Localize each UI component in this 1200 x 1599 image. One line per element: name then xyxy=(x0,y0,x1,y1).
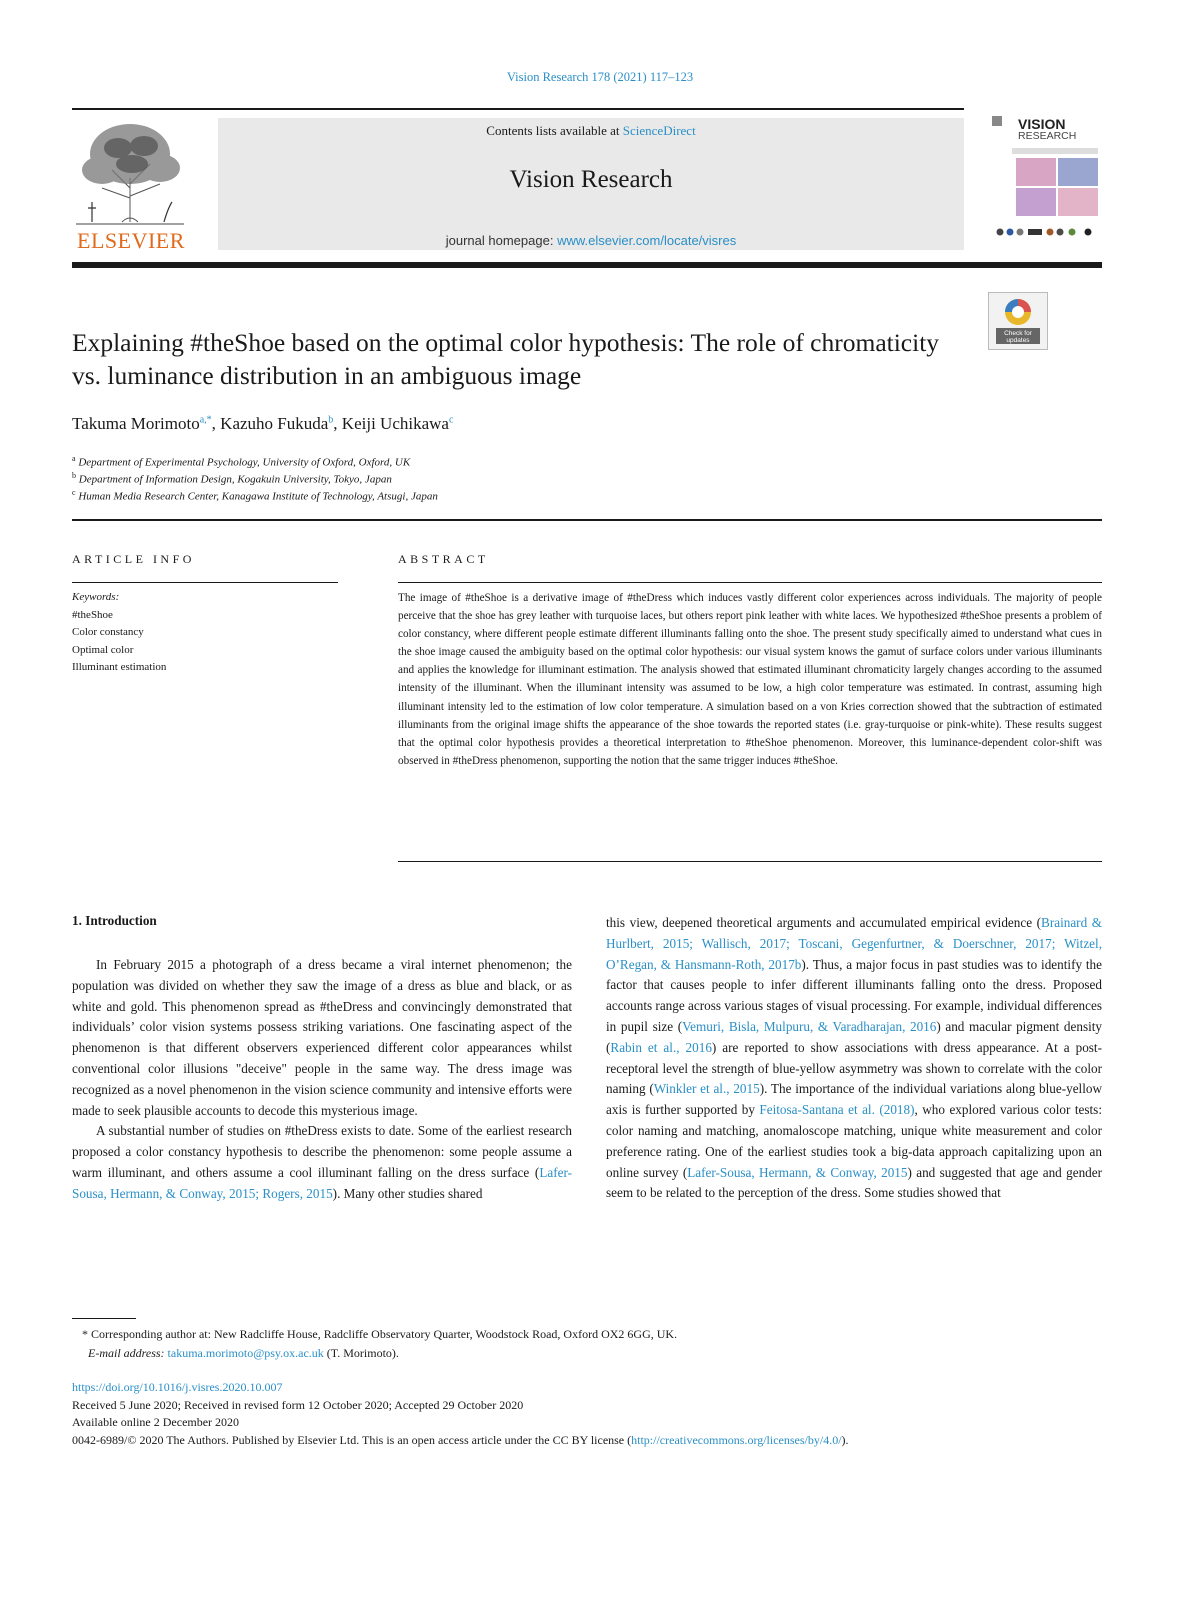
elsevier-wordmark: ELSEVIER xyxy=(77,228,185,253)
footnote-email-line xyxy=(82,1344,1102,1363)
affiliation xyxy=(72,488,972,503)
email-label: E-mail address: xyxy=(88,1346,165,1360)
sciencedirect-link[interactable]: ScienceDirect xyxy=(622,123,696,138)
abstract-end-rule xyxy=(398,861,1102,862)
footnote-marker: * xyxy=(82,1327,88,1341)
affiliation-text: Human Media Research Center, Kanagawa Institute of Technology, Atsugi, Japan xyxy=(78,490,438,503)
citation-link[interactable]: Brainard & Hurlbert, 2015; Wallisch, 2017; Toscani, Gegenfurtner, & Doerschner, 2017; Witzel, O’Regan, & Hansmann-Roth, 2017b xyxy=(606,915,1102,972)
journal-citation[interactable]: Vision Research 178 (2021) 117–123 xyxy=(506,70,694,84)
affiliation-text: Department of Experimental Psychology, University of Oxford, Oxford, UK xyxy=(78,456,411,469)
abstract-heading: ABSTRACT xyxy=(398,552,489,566)
article-info-heading: ARTICLE INFO xyxy=(72,552,195,566)
footnote-text: Corresponding author at: New Radcliffe House, Radcliffe Observatory Quarter, Woodstock Road, Oxford OX2 6GG, UK. xyxy=(88,1327,678,1341)
paragraph xyxy=(72,1121,572,1204)
cover-title: VISION xyxy=(1018,116,1066,132)
homepage-prefix: journal homepage: xyxy=(445,233,558,248)
email-link[interactable]: takuma.morimoto@psy.ox.ac.uk xyxy=(167,1346,324,1360)
paragraph-text: ). Thus, a major focus in past studies was to identify the factor that causes people to infer different illuminants falling onto the dress. Proposed accounts range across various stages of visual processing. For example, individual differences in pupil size ( xyxy=(606,956,1103,1034)
contents-prefix: Contents lists available at xyxy=(486,123,623,138)
keyword: Optimal color xyxy=(72,643,134,656)
paragraph xyxy=(606,913,1102,1204)
citation-link[interactable]: Winkler et al., 2015 xyxy=(653,1081,760,1097)
author-affil-mark[interactable]: a,* xyxy=(199,414,212,426)
abstract-text: The image of #theShoe is a derivative image of #theDress which induces vastly different color experiences across individuals. The majority of people perceive that the shoe has grey leather with turquoise laces, but others report pink leather with white laces. We hypothesized #theShoe presents a problem of color constancy, where different people estimate different illuminants falling onto the shoe. The present study specifically aimed to understand what cues in the shoe image caused the ambiguity based on the optimal color hypothesis: our visual system knows the gamut of surface colors under various illuminants and applies the knowledge for illuminant estimation. The analysis showed that estimated illuminant chromaticity largely changes according to the assumed intensity of the illuminant. When the illuminant intensity was assumed to be low, a high color temperature was estimated. In contrast, assuming high illuminant intensity led to the estimation of low color temperature. A simulation based on a von Kries correction showed that the subtraction of estimated illuminants from the original image shifts the appearance of the shoe towards the reported states (i.e. gray-turquoise or pink-white). These results suggest that the optimal color hypothesis provides a theoretical interpretation to #theShoe phenomenon. Moreover, this luminance-dependent color-shift was observed in #theDress phenomenon, supporting the notion that the same trigger induces #theShoe. xyxy=(398,592,1102,767)
doi-link[interactable]: https://doi.org/10.1016/j.visres.2020.10.007 xyxy=(72,1380,283,1394)
author-list: Takuma Morimoto$^{a,*}$, Kazuho Fukuda$^b$, Keiji Uchikawa$^c$ xyxy=(72,414,454,433)
citation-link[interactable]: Lafer-Sousa, Hermann, & Conway, 2015; Rogers, 2015 xyxy=(72,1164,572,1201)
footnote-line xyxy=(82,1325,1102,1344)
journal-name: Vision Research xyxy=(509,166,673,193)
corresponding-author-footnote xyxy=(82,1325,1102,1363)
paragraph-text: ) are reported to show associations with dress appearance. At a post-receptoral level the strength of blue-yellow asymmetry was shown to correlate with the color naming ( xyxy=(606,1039,1102,1097)
email-suffix: (T. Morimoto). xyxy=(323,1346,399,1360)
body-column-left xyxy=(72,955,572,1205)
footnote-rule xyxy=(72,1318,136,1319)
header-rule xyxy=(72,108,964,110)
affiliation-text: Department of Information Design, Kogakuin University, Tokyo, Japan xyxy=(78,473,392,486)
article-title: Explaining #theShoe based on the optimal color hypothesis: The role of chromaticity vs. luminance distribution in an ambiguous image xyxy=(72,328,940,390)
publication-info xyxy=(72,1379,1112,1449)
license-link[interactable]: http://creativecommons.org/licenses/by/4.0/ xyxy=(631,1432,842,1447)
keyword: Illuminant estimation xyxy=(72,661,167,673)
author-name[interactable]: Takuma Morimoto xyxy=(72,414,200,433)
keywords-label: Keywords: xyxy=(72,591,120,603)
paragraph-text: ) and suggested that age and gender seem to be related to the perception of the dress. Some studies showed that xyxy=(606,1164,1103,1201)
available-online: Available online 2 December 2020 xyxy=(72,1415,240,1429)
citation-link[interactable]: Rabin et al., 2016 xyxy=(610,1039,712,1055)
paragraph-text: this view, deepened theoretical arguments and accumulated empirical evidence ( xyxy=(606,915,1042,930)
abstract-rule xyxy=(398,582,1102,583)
citation-link[interactable]: Vemuri, Bisla, Mulpuru, & Varadharajan, 2016 xyxy=(682,1018,937,1034)
contents-line xyxy=(218,123,964,139)
affiliation xyxy=(72,454,972,469)
license-line xyxy=(72,1432,1112,1450)
cover-subtitle: RESEARCH xyxy=(1018,130,1077,142)
author-name[interactable]: Keiji Uchikawa xyxy=(341,414,449,433)
section-heading-introduction: 1. Introduction xyxy=(72,913,157,928)
section-rule xyxy=(72,519,1102,521)
paragraph-text: , who explored various color tests: color naming and matching, anomaloscope matching, unique white measurement and color preference rating. One of the earliest studies took a big-data approach capitalizing upon an online survey ( xyxy=(606,1102,1102,1180)
paragraph-text: ). The importance of the individual variations along blue-yellow axis is further supported by xyxy=(606,1081,1102,1118)
crossmark-label: Check for updates xyxy=(1004,330,1032,344)
affiliation xyxy=(72,471,972,486)
keyword: Color constancy xyxy=(72,626,144,638)
paragraph-text: A substantial number of studies on #theDress exists to date. Some of the earliest research proposed a color constancy hypothesis to describe the phenomenon: some people assume a warm illuminant, and others assume a cool illuminant falling on the dress surface ( xyxy=(72,1123,572,1180)
license-prefix: 0042-6989/© 2020 The Authors. Published by Elsevier Ltd. This is an open access article under the CC BY license ( xyxy=(72,1432,632,1447)
journal-homepage xyxy=(218,233,964,248)
author-affil-mark[interactable]: c xyxy=(448,414,454,426)
affiliation-mark: a xyxy=(72,454,76,463)
homepage-link[interactable]: www.elsevier.com/locate/visres xyxy=(557,233,737,248)
body-column-right xyxy=(606,913,1102,1204)
author-name[interactable]: Kazuho Fukuda xyxy=(220,414,329,433)
keyword: #theShoe xyxy=(72,608,113,621)
paragraph-text: ). Many other studies shared xyxy=(332,1185,483,1201)
affiliation-mark: b xyxy=(72,471,76,480)
elsevier-tree-logo-icon xyxy=(72,118,188,230)
citation-link[interactable]: Lafer-Sousa, Hermann, & Conway, 2015 xyxy=(687,1164,908,1180)
license-suffix: ). xyxy=(841,1432,849,1447)
article-info-rule xyxy=(72,582,338,583)
received-dates: Received 5 June 2020; Received in revised form 12 October 2020; Accepted 29 October 2020 xyxy=(72,1397,524,1412)
citation-link[interactable]: Feitosa-Santana et al. (2018) xyxy=(759,1102,915,1118)
affiliation-mark: c xyxy=(72,488,76,497)
header-rule-thick xyxy=(72,262,1102,268)
keywords-list xyxy=(72,589,338,677)
paragraph-text: ) and macular pigment density ( xyxy=(606,1018,1102,1055)
paragraph: In February 2015 a photograph of a dress became a viral internet phenomenon; the population was divided on whether they saw the image of a dress as blue and black, or as white and gold. This phenomenon spread as #theDress and convincingly demonstrated that individuals’ color vision systems possess striking variations. One fascinating aspect of the phenomenon is that different observers experienced different color appearances whilst conventional color illusions "deceive" people in the same way. The dress image was recognized as a novel phenomenon in the vision science community and intensive efforts were made to seek plausible accounts to decode this mysterious image. xyxy=(72,957,572,1118)
author-affil-mark[interactable]: b xyxy=(328,414,334,426)
